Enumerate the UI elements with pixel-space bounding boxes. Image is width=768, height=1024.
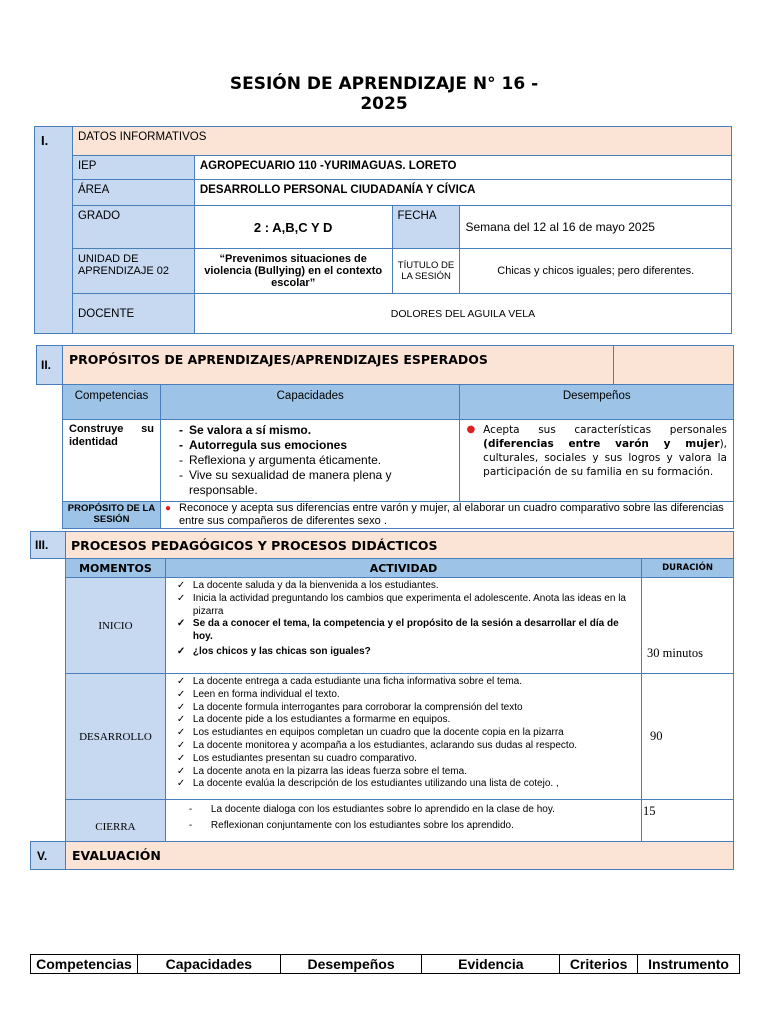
activity-item [171, 702, 636, 715]
check-icon: ✓ [176, 618, 186, 630]
grado-label: GRADO [72, 206, 194, 249]
eval-col-instrumento: Instrumento [638, 955, 740, 974]
dash-icon: - [188, 804, 193, 815]
check-icon: ✓ [176, 714, 186, 726]
check-icon: ✓ [176, 752, 186, 764]
cierra-duration: 15 [642, 800, 734, 842]
activity-text: La docente formula interrogantes para corroborar la comprensión del texto [192, 701, 523, 713]
eval-col-capacidades: Capacidades [137, 955, 280, 974]
section-title-evaluacion: EVALUACIÓN [65, 842, 733, 870]
check-icon: ✓ [176, 592, 186, 604]
indent-cell [31, 559, 66, 842]
proposito-text: Reconoce y acepta sus diferencias entre varón y mujer, al elaborar un cuadro comparativo sobre las diferencias entre sus compañeros de diferentes sexo . [179, 502, 724, 527]
check-icon: ✓ [176, 778, 186, 790]
capacidad-item: - Se valora a sí mismo. [183, 423, 453, 438]
col-capacidades: Capacidades [160, 385, 459, 420]
area-label: ÁREA [72, 180, 194, 206]
activity-item [171, 714, 636, 727]
activity-text: La docente entrega a cada estudiante una ficha informativa sobre el tema. [192, 676, 523, 687]
moment-cierra: CIERRA [65, 800, 165, 842]
desempeno-bold: (diferencias entre varón y mujer [483, 438, 720, 450]
section-number-1: I. [35, 127, 73, 334]
capacidades-list [183, 423, 453, 498]
check-icon: ✓ [176, 739, 186, 751]
col-competencias: Competencias [63, 385, 161, 420]
activity-text: La docente saluda y da la bienvenida a los estudiantes. [192, 580, 439, 591]
iep-label: IEP [72, 156, 194, 180]
proposito-label: PROPÓSITO DE LA SESIÓN [63, 502, 161, 529]
activity-text: La docente dialoga con los estudiantes sobre lo aprendido en la clase de hoy. [210, 804, 555, 815]
activity-item [171, 618, 636, 644]
activity-item [171, 593, 636, 619]
section-title-procesos: PROCESOS PEDAGÓGICOS Y PROCESOS DIDÁCTICOS [65, 532, 733, 559]
capacidad-item: - Autorregula sus emociones [183, 438, 453, 453]
title-line-2: 2025 [360, 94, 408, 114]
inicio-list [171, 580, 636, 659]
propositos-blank-cell [614, 346, 734, 385]
section-title-propositos: PROPÓSITOS DE APRENDIZAJES/APRENDIZAJES ESPERADOS [62, 346, 613, 385]
check-icon: ✓ [176, 688, 186, 700]
evaluacion-table [30, 954, 740, 974]
inicio-activities [165, 578, 641, 674]
procesos-table [30, 531, 734, 870]
activity-item [171, 646, 636, 659]
title-line-1: SESIÓN DE APRENDIZAJE N° 16 - [229, 74, 539, 94]
activity-text: Los estudiantes en equipos completan un cuadro que la docente copia en la pizarra [192, 727, 564, 739]
moment-desarrollo: DESARROLLO [65, 674, 165, 800]
grado-value: 2 : A,B,C Y D [194, 206, 392, 249]
section-number-3: III. [31, 532, 66, 559]
desempeno-text [466, 423, 727, 479]
desempeno-pre: Acepta sus características personales [483, 424, 727, 436]
section-number-5: V. [31, 842, 66, 870]
eval-col-evidencia: Evidencia [422, 955, 560, 974]
activity-item [171, 727, 636, 740]
proposito-cell [160, 502, 733, 529]
activity-item [171, 766, 636, 779]
capacidad-item: - Vive su sexualidad de manera plena y responsable. [183, 468, 453, 498]
activity-text: Los estudiantes presentan su cuadro comparativo. [192, 752, 417, 764]
col-actividad: ACTIVIDAD [165, 559, 641, 578]
unidad-value: “Prevenimos situaciones de violencia (Bullying) en el contexto escolar” [194, 249, 392, 294]
cierra-list [171, 802, 636, 833]
desempeno-paragraph [483, 423, 727, 479]
eval-col-competencias: Competencias [31, 955, 138, 974]
titulo-value: Chicas y chicos iguales; pero diferentes. [460, 249, 732, 294]
col-desempenos: Desempeños [460, 385, 734, 420]
activity-item [171, 740, 636, 753]
cierra-activities [165, 800, 641, 842]
check-icon: ✓ [176, 727, 186, 739]
desempeno-cell [460, 420, 734, 502]
check-icon: ✓ [176, 701, 186, 713]
activity-item [171, 689, 636, 702]
iep-value: AGROPECUARIO 110 -YURIMAGUAS. LORETO [194, 156, 731, 180]
section-title-datos: DATOS INFORMATIVOS [72, 127, 731, 156]
activity-text: Leen en forma individual el texto. [192, 688, 340, 700]
capacidad-item: - Reflexiona y argumenta éticamente. [183, 453, 453, 468]
activity-item [171, 580, 636, 593]
section-number-2: II. [37, 346, 63, 385]
proposito-row [165, 502, 729, 528]
dash-icon: - [188, 820, 193, 831]
activity-text: Inicia la actividad preguntando los cambios que experimenta el adolescente. Anota las ideas en la pizarra [192, 592, 626, 617]
propositos-table [62, 384, 734, 529]
check-icon: ✓ [176, 645, 186, 657]
capacidades-cell [160, 420, 459, 502]
moment-inicio: INICIO [65, 578, 165, 674]
activity-text: La docente anota en la pizarra las ideas fuerza sobre el tema. [192, 765, 467, 777]
competencia-cell: Construye su identidad [63, 420, 161, 502]
area-value: DESARROLLO PERSONAL CIUDADANÍA Y CÍVICA [194, 180, 731, 206]
activity-item [171, 818, 636, 833]
activity-text: Reflexionan conjuntamente con los estudiantes sobre los aprendido. [210, 820, 514, 831]
inicio-duration: 30 minutos [642, 578, 734, 674]
check-icon: ✓ [176, 765, 186, 777]
docente-value: DOLORES DEL AGUILA VELA [194, 294, 731, 334]
red-bullet-icon: ● [466, 424, 476, 435]
datos-informativos-table [34, 126, 732, 334]
red-bullet-icon: ● [164, 503, 172, 514]
desarrollo-activities [165, 674, 641, 800]
activity-item [171, 778, 636, 791]
activity-item [171, 753, 636, 766]
activity-text: La docente pide a los estudiantes a formarme en equipos. [192, 714, 451, 726]
desarrollo-list [171, 676, 636, 791]
fecha-label: FECHA [392, 206, 460, 249]
activity-text: La docente evalúa la descripción de los estudiantes utilizando una lista de cotejo. , [192, 778, 559, 790]
eval-col-desempenos: Desempeños [280, 955, 422, 974]
activity-item [171, 802, 636, 817]
fecha-value: Semana del 12 al 16 de mayo 2025 [460, 206, 732, 249]
activity-text: ¿los chicos y las chicas son iguales? [192, 645, 371, 657]
activity-item [171, 676, 636, 689]
page-title [0, 74, 768, 114]
activity-text: Se da a conocer el tema, la competencia y el propósito de la sesión a desarrollar el día de hoy. [192, 618, 619, 643]
unidad-label: UNIDAD DE APRENDIZAJE 02 [72, 249, 194, 294]
col-momentos: MOMENTOS [65, 559, 165, 578]
activity-text: La docente monitorea y acompaña a los estudiantes, aclarando sus dudas al respecto. [192, 739, 578, 751]
docente-label: DOCENTE [72, 294, 194, 334]
desempeno-post: ), culturales, sociales y sus logros y valora la participación de su familia en su formación. [483, 438, 727, 478]
desarrollo-duration: 90 [642, 674, 734, 800]
eval-col-criterios: Criterios [560, 955, 638, 974]
check-icon: ✓ [176, 580, 186, 591]
check-icon: ✓ [176, 676, 186, 687]
titulo-label: TÍUTULO DE LA SESIÓN [392, 249, 460, 294]
propositos-heading [36, 345, 734, 385]
col-duracion: DURACIÓN [642, 559, 734, 578]
